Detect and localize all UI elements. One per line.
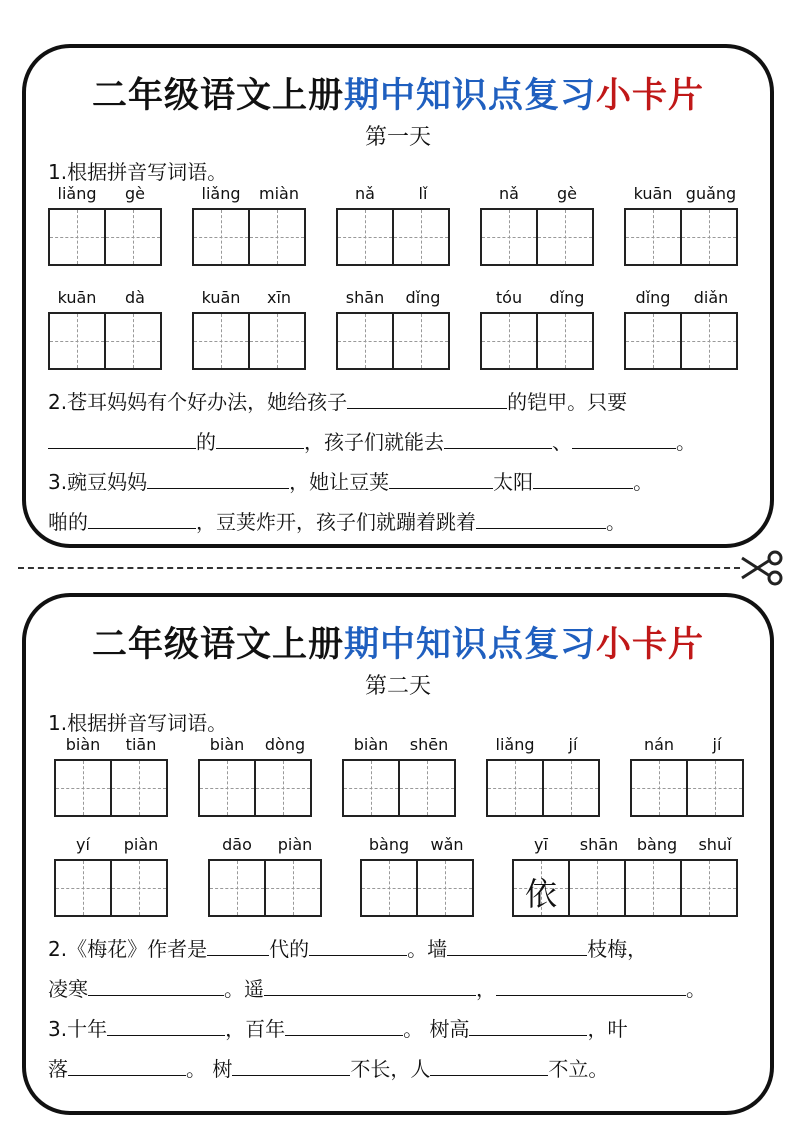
writing-box[interactable]	[198, 759, 256, 817]
pinyin: kuān	[633, 184, 673, 203]
question-2-line-1	[48, 386, 752, 417]
writing-box[interactable]	[104, 208, 162, 266]
question-text: 。	[686, 977, 706, 1001]
pinyin: shān	[579, 835, 619, 854]
pinyin: tiān	[125, 735, 157, 754]
title-part-review: 期中知识点复习	[343, 624, 596, 665]
fill-blank[interactable]	[68, 1053, 186, 1076]
writing-box[interactable]	[536, 208, 594, 266]
writing-box[interactable]	[392, 312, 450, 370]
fill-blank[interactable]	[285, 1013, 403, 1036]
writing-box[interactable]	[192, 312, 250, 370]
day-label: 第二天	[364, 674, 431, 699]
pinyin: nǎ	[499, 184, 519, 203]
pinyin: diǎn	[693, 288, 729, 307]
word-group	[630, 735, 748, 819]
fill-blank[interactable]	[309, 933, 407, 956]
question-text: 啪的	[48, 510, 88, 534]
writing-box[interactable]	[568, 859, 626, 917]
writing-box[interactable]	[542, 759, 600, 817]
fill-blank[interactable]	[207, 933, 269, 956]
title-part-review: 期中知识点复习	[343, 75, 596, 116]
pinyin: piàn	[277, 835, 313, 854]
cut-line	[18, 567, 740, 569]
fill-blank[interactable]	[533, 466, 633, 489]
writing-box[interactable]	[54, 759, 112, 817]
card-title	[26, 68, 770, 118]
question-text: ，她让豆荚	[289, 470, 390, 494]
card-title	[26, 617, 770, 667]
question-text: 。	[606, 510, 626, 534]
writing-box[interactable]	[624, 859, 682, 917]
pinyin: biàn	[65, 735, 101, 754]
pinyin: bàng	[368, 835, 410, 854]
writing-box[interactable]	[680, 859, 738, 917]
pinyin: liǎng	[201, 184, 241, 203]
question-text: 。 树高	[403, 1017, 470, 1041]
writing-box[interactable]	[48, 312, 106, 370]
pinyin: kuān	[57, 288, 97, 307]
question-text: 落	[48, 1057, 68, 1081]
writing-box[interactable]	[264, 859, 322, 917]
question-text: ，	[476, 977, 496, 1001]
word-group	[336, 288, 454, 372]
question-text: 2.苍耳妈妈有个好办法，她给孩子	[48, 390, 348, 414]
fill-blank[interactable]	[88, 506, 196, 529]
writing-box[interactable]	[624, 312, 682, 370]
writing-box[interactable]	[480, 312, 538, 370]
question-1-heading: 1.根据拼音写词语。	[48, 711, 228, 735]
writing-box[interactable]	[686, 759, 744, 817]
pinyin: liǎng	[495, 735, 535, 754]
pinyin: yí	[76, 835, 90, 854]
writing-box[interactable]	[624, 208, 682, 266]
pinyin: jí	[712, 735, 722, 754]
fill-blank[interactable]	[107, 1013, 225, 1036]
writing-box[interactable]	[512, 859, 570, 917]
question-text: 、	[552, 430, 572, 454]
question-3-line-2	[48, 1053, 752, 1084]
writing-box[interactable]	[536, 312, 594, 370]
pinyin: gè	[557, 184, 577, 203]
pinyin: lǐ	[418, 184, 428, 203]
question-text: ，叶	[587, 1017, 628, 1041]
word-group	[198, 735, 316, 819]
pinyin: dà	[125, 288, 145, 307]
writing-box[interactable]	[48, 208, 106, 266]
pinyin: piàn	[123, 835, 159, 854]
question-3-line-2	[48, 506, 752, 537]
fill-blank[interactable]	[147, 466, 289, 489]
fill-blank[interactable]	[476, 506, 606, 529]
question-text: 。墙	[407, 937, 448, 961]
word-group-four	[512, 835, 746, 919]
question-text: 不立。	[548, 1057, 609, 1081]
fill-blank[interactable]	[232, 1053, 350, 1076]
pinyin: tóu	[495, 288, 523, 307]
question-text: 2.《梅花》作者是	[48, 937, 208, 961]
writing-box[interactable]	[342, 759, 400, 817]
question-text: 的	[196, 430, 216, 454]
given-character: 依	[524, 875, 557, 913]
writing-box[interactable]	[336, 208, 394, 266]
fill-blank[interactable]	[264, 973, 476, 996]
pinyin: biàn	[353, 735, 389, 754]
fill-blank[interactable]	[216, 426, 304, 449]
pinyin: miàn	[259, 184, 299, 203]
writing-box[interactable]	[630, 759, 688, 817]
question-2-line-1	[48, 933, 752, 964]
review-card-day-one	[22, 44, 774, 548]
question-2-line-2	[48, 973, 752, 1004]
pinyin: dǐng	[405, 288, 441, 307]
writing-box[interactable]	[208, 859, 266, 917]
writing-box[interactable]	[104, 312, 162, 370]
pinyin: shān	[345, 288, 385, 307]
writing-box[interactable]	[416, 859, 474, 917]
word-group	[208, 835, 326, 919]
question-text: 凌寒	[48, 977, 88, 1001]
fill-blank[interactable]	[88, 973, 224, 996]
writing-box[interactable]	[192, 208, 250, 266]
question-1-heading: 1.根据拼音写词语。	[48, 160, 228, 184]
fill-blank[interactable]	[496, 973, 686, 996]
word-group	[54, 835, 172, 919]
question-text: 太阳	[493, 470, 534, 494]
question-text: 3.十年	[48, 1017, 108, 1041]
pinyin: shēn	[409, 735, 449, 754]
day-label: 第一天	[364, 125, 431, 150]
writing-box[interactable]	[248, 312, 306, 370]
word-group	[624, 184, 742, 268]
word-group	[624, 288, 742, 372]
pinyin: yī	[534, 835, 548, 854]
question-3-line-1	[48, 1013, 752, 1044]
word-group	[360, 835, 478, 919]
question-text: 。	[633, 470, 654, 494]
question-text: 不长，人	[350, 1057, 431, 1081]
question-text: 。 树	[186, 1057, 233, 1081]
fill-blank[interactable]	[572, 426, 676, 449]
writing-box[interactable]	[336, 312, 394, 370]
fill-blank[interactable]	[469, 1013, 587, 1036]
word-group	[486, 735, 604, 819]
question-3-line-1	[48, 466, 752, 497]
fill-blank[interactable]	[444, 426, 552, 449]
question-text: 。	[676, 430, 696, 454]
writing-box[interactable]	[254, 759, 312, 817]
pinyin: shuǐ	[698, 835, 732, 854]
scissors-icon	[740, 550, 784, 586]
pinyin: wǎn	[430, 835, 464, 854]
writing-box[interactable]	[248, 208, 306, 266]
pinyin: nán	[643, 735, 675, 754]
writing-box[interactable]	[398, 759, 456, 817]
title-part-card: 小卡片	[596, 75, 705, 116]
writing-box[interactable]	[110, 859, 168, 917]
writing-box[interactable]	[360, 859, 418, 917]
fill-blank[interactable]	[430, 1053, 548, 1076]
word-group	[48, 184, 166, 268]
pinyin: biàn	[209, 735, 245, 754]
fill-blank[interactable]	[48, 426, 196, 449]
question-2-line-2	[48, 426, 752, 457]
title-part-grade: 二年级语文上册	[91, 75, 344, 116]
fill-blank[interactable]	[389, 466, 493, 489]
writing-box[interactable]	[680, 312, 738, 370]
writing-box[interactable]	[680, 208, 738, 266]
question-text: 枝梅，	[587, 937, 648, 961]
word-group	[336, 184, 454, 268]
writing-box[interactable]	[110, 759, 168, 817]
pinyin: xīn	[266, 288, 292, 307]
question-text: 的铠甲。只要	[507, 390, 628, 414]
writing-box[interactable]	[480, 208, 538, 266]
pinyin: dòng	[264, 735, 306, 754]
word-group	[192, 288, 310, 372]
question-text: ，豆荚炸开，孩子们就蹦着跳着	[196, 510, 476, 534]
review-card-day-two	[22, 593, 774, 1115]
question-text: ，孩子们就能去	[304, 430, 444, 454]
word-group	[342, 735, 460, 819]
pinyin: gè	[125, 184, 145, 203]
question-text: 3.豌豆妈妈	[48, 470, 148, 494]
pinyin: dāo	[222, 835, 252, 854]
question-text: 。遥	[224, 977, 264, 1001]
pinyin: nǎ	[355, 184, 375, 203]
word-group	[54, 735, 172, 819]
fill-blank[interactable]	[447, 933, 587, 956]
word-group	[48, 288, 166, 372]
pinyin: kuān	[201, 288, 241, 307]
writing-box[interactable]	[392, 208, 450, 266]
question-text: ，百年	[225, 1017, 286, 1041]
writing-box[interactable]	[54, 859, 112, 917]
question-text: 代的	[269, 937, 310, 961]
title-part-card: 小卡片	[596, 624, 705, 665]
word-group	[480, 184, 598, 268]
pinyin: jí	[568, 735, 578, 754]
pinyin: guǎng	[685, 184, 737, 203]
title-part-grade: 二年级语文上册	[91, 624, 344, 665]
word-group	[480, 288, 598, 372]
pinyin: liǎng	[57, 184, 97, 203]
pinyin: bàng	[636, 835, 678, 854]
pinyin: dǐng	[635, 288, 671, 307]
fill-blank[interactable]	[347, 386, 507, 409]
pinyin: dǐng	[549, 288, 585, 307]
writing-box[interactable]	[486, 759, 544, 817]
word-group	[192, 184, 310, 268]
